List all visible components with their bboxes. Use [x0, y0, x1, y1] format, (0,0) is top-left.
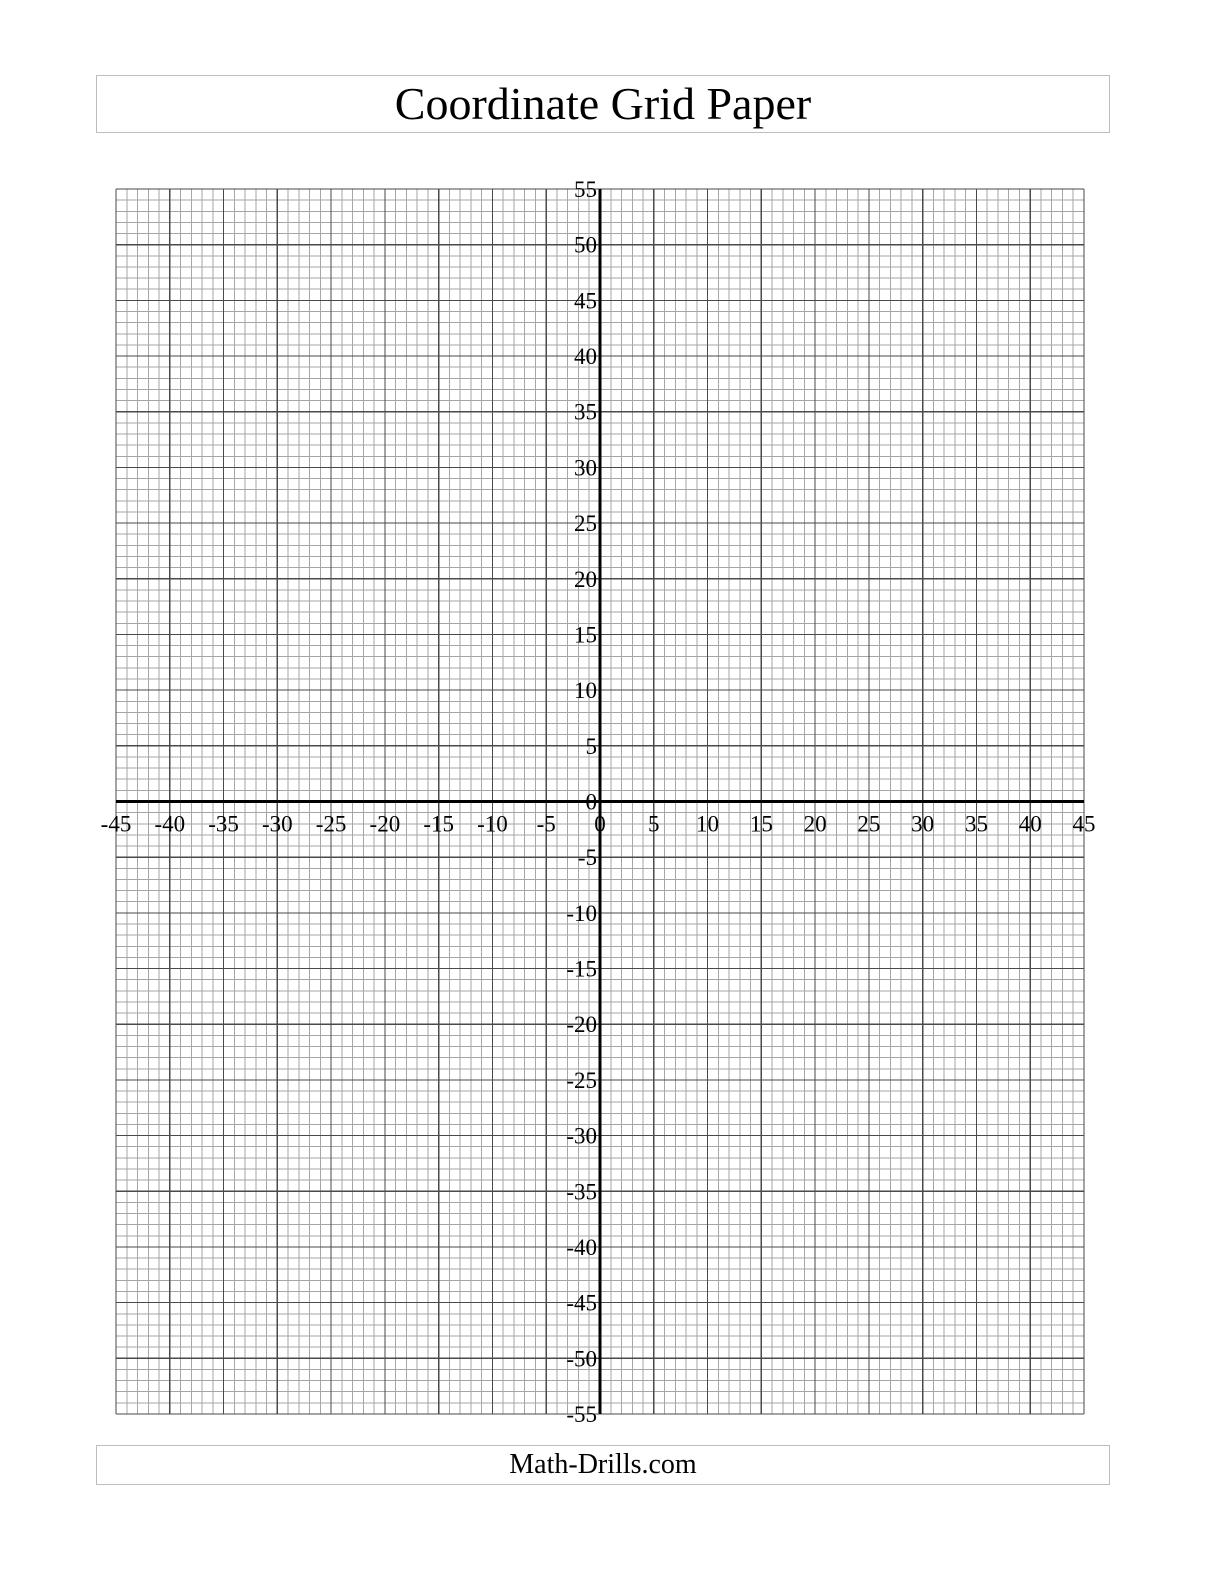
- x-tick-label: -15: [423, 811, 455, 837]
- y-tick-label: -40: [566, 1234, 597, 1260]
- x-tick-label: 5: [648, 811, 660, 837]
- footer-box: [96, 1445, 1110, 1485]
- y-tick-label: -20: [566, 1012, 597, 1038]
- y-tick-label: 0: [585, 789, 597, 815]
- x-tick-label: -30: [261, 811, 293, 837]
- x-tick-label: 0: [594, 811, 606, 837]
- x-tick-label: 15: [749, 811, 773, 837]
- y-tick-label: 45: [574, 288, 597, 314]
- footer-site-label: Math-Drills.com: [509, 1449, 697, 1480]
- y-tick-label: 40: [574, 344, 597, 370]
- y-tick-label: -45: [566, 1290, 597, 1316]
- y-tick-label: 50: [574, 232, 597, 258]
- y-tick-label: -15: [566, 956, 597, 982]
- x-tick-label: 20: [803, 811, 827, 837]
- x-tick-label: -10: [477, 811, 508, 837]
- y-tick-label: -55: [566, 1402, 597, 1427]
- y-tick-label: -25: [566, 1067, 597, 1093]
- x-tick-label: 45: [1072, 811, 1096, 837]
- y-tick-label: 20: [574, 566, 597, 592]
- x-tick-label: -20: [369, 811, 401, 837]
- y-tick-label: 15: [574, 622, 597, 648]
- x-tick-label: 25: [857, 811, 881, 837]
- x-tick-label: -35: [208, 811, 239, 837]
- x-tick-label: -40: [154, 811, 186, 837]
- y-tick-label: -35: [566, 1179, 597, 1205]
- x-tick-label: 10: [696, 811, 720, 837]
- y-tick-label: 5: [585, 733, 597, 759]
- y-tick-label: -10: [566, 900, 597, 926]
- y-tick-label: 10: [574, 678, 597, 704]
- y-tick-label: -50: [566, 1346, 597, 1372]
- x-tick-label: 40: [1018, 811, 1042, 837]
- x-tick-label: -45: [100, 811, 132, 837]
- y-tick-label: -30: [566, 1123, 597, 1149]
- y-tick-label: 25: [574, 511, 597, 537]
- x-tick-label: 30: [911, 811, 935, 837]
- x-tick-label: -25: [315, 811, 347, 837]
- page-title: Coordinate Grid Paper: [394, 78, 812, 129]
- y-tick-label: 35: [574, 399, 597, 425]
- x-tick-label: 35: [964, 811, 988, 837]
- y-tick-label: -5: [577, 845, 597, 871]
- y-tick-label: 30: [574, 455, 597, 481]
- x-tick-label: -5: [536, 811, 556, 837]
- y-tick-label: 55: [574, 177, 597, 202]
